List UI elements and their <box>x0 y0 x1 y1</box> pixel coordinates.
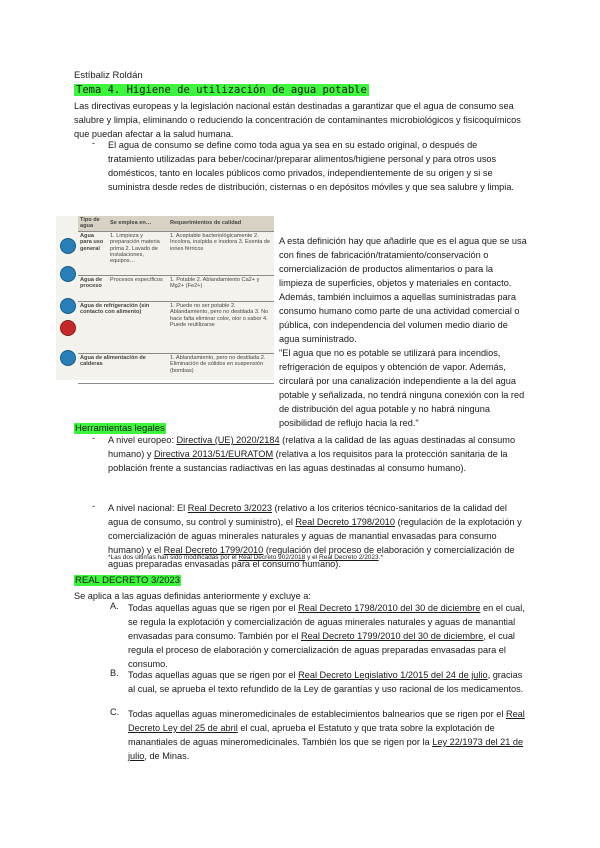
directive-link[interactable]: Directiva (UE) 2020/2184 <box>176 435 280 445</box>
table-cell: Agua de refrigeración (sin contacto con alimento) <box>78 301 168 353</box>
no-drinking-icon <box>60 320 76 336</box>
bullet-dash: - <box>92 501 96 511</box>
table-cell: Agua de alimentación de calderas <box>78 353 168 383</box>
section-heading: REAL DECRETO 3/2023 <box>75 575 181 586</box>
table-cell: 1. Potable 2. Ablandamiento Ca2+ y Mg2+ (Fe2+) <box>168 275 274 301</box>
exclusions-intro: Se aplica a las aguas definidas anteriormente y excluye a: <box>74 591 311 601</box>
intro-paragraph: Las directivas europeas y la legislación nacional están destinadas a garantizar que el agua de consumo sea salubre y limpia, eliminando o reduciendo la concentración de contaminantes microbiológicos y fisicoquímicos que puedan afectar a la salud humana. <box>74 101 521 139</box>
page-title: Tema 4. Higiene de utilización de agua potable <box>76 84 367 96</box>
exclusion-item: Todas aquellas aguas que se rigen por el Real Decreto Legislativo 1/2015 del 24 de julio, gracias al cual, se aprueba el texto refundido de la Ley de garantías y uso racional de los medicamentos. <box>128 670 524 694</box>
directive-link[interactable]: Directiva 2013/51/EURATOM <box>153 449 274 459</box>
decree-link[interactable]: Real Decreto Ley del 25 de abril <box>128 709 525 733</box>
table-header-cell: Se emplea en… <box>108 216 168 231</box>
european-bullet: A nivel europeo: Directiva (UE) 2020/2184 (relativa a la calidad de las aguas destinadas al consumo humano) y Directiva 2013/51/EURATOM (relativa a los requisitos para la protección sanitaria de la población frente a sustancias radiactivas en las aguas destinadas al consumo humano). <box>108 435 516 473</box>
decree-link[interactable]: Real Decreto 1798/2010 del 30 de diciembre <box>298 603 481 613</box>
bullet-dash: - <box>92 433 96 443</box>
table-header-cell: Tipo de agua <box>78 216 108 231</box>
decree-link[interactable]: Real Decreto 3/2023 <box>187 503 272 513</box>
list-letter: B. <box>110 668 119 678</box>
definition-bullet: El agua de consumo se define como toda agua ya sea en su estado original, o después de tratamiento utilizadas para beber/cocinar/preparar alimentos/higiene personal y para otros usos domésticos, tanto en locales públicos como privados, independientemente de su origen y si se suministra desde redes de distribución, cisternas o en depósitos móviles y que sea salubre y limpia. <box>108 140 514 192</box>
list-letter: A. <box>110 601 119 611</box>
table-cell: Procesos específicos <box>108 275 168 301</box>
water-tap-icon <box>60 266 76 282</box>
decree-link[interactable]: Real Decreto 2/2023 <box>319 554 379 561</box>
decree-link[interactable]: Real Decreto 1799/2010 <box>163 545 264 555</box>
water-tap-icon <box>60 298 76 314</box>
right-paragraph: A esta definición hay que añadirle que es el agua que se usa con fines de fabricación/tratamiento/conservación o comercialización de productos alimentarios o para la limpieza de superficies, objetos y materiales en contacto. <box>279 236 527 288</box>
table-cell: 1. Ablandamiento, pero no destilada 2. Eliminación de sólidos en suspensión (bombas) <box>168 353 274 383</box>
water-types-table <box>56 216 274 380</box>
right-paragraph: "El agua que no es potable se utilizará para incendios, refrigeración de equipos y obtención de vapor. Además, circulará por una canalización independiente a la del agua potable y señalizada, no tendrá ninguna conexión con la red de distribución del agua potable y no habrá ninguna posibilidad de reflujo hacia la red." <box>279 348 525 428</box>
table-cell: Agua para uso general <box>78 231 108 275</box>
table-cell: 1. Puede no ser potable 2. Ablandamiento, pero no destilada 3. No hace falta eliminar color, olor o sabor 4. Puede reutilizarse <box>168 301 274 353</box>
table-header-cell: Requerimientos de calidad <box>168 216 274 231</box>
footnote: *Las dos últimas han sido modificadas por el Real Decreto 902/2018 y el Real Decreto 2/2023.* <box>108 554 383 561</box>
author-name: Estíbaliz Roldán <box>74 70 143 81</box>
decree-link[interactable]: Real Decreto 1798/2010 <box>295 517 396 527</box>
national-bullet: A nivel nacional: El Real Decreto 3/2023 (relativo a los criterios técnico-sanitarios de la calidad del agua de consumo, su control y suministro), el Real Decreto 1798/2010 (regulación de la explotación y comercialización de aguas minerales naturales y aguas de manantial envasadas para consumo humano) y el Real Decreto 1799/2010 (regulación del proceso de elaboración y comercialización de aguas preparadas envasadas para el consumo humano). <box>108 503 522 569</box>
right-column-text <box>279 234 529 430</box>
decree-link[interactable]: Ley 22/1973 del 21 de julio <box>128 737 524 761</box>
bullet-dash: - <box>92 138 96 148</box>
table-cell: Agua de proceso <box>78 275 108 301</box>
list-letter: C. <box>110 707 120 717</box>
right-paragraph: Además, también incluimos a aquellas suministradas para consumo humano como parte de una actividad comercial o pública, con independencia del volumen medio diario de agua suministrado. <box>279 292 520 344</box>
decree-link[interactable]: Real Decreto Legislativo 1/2015 del 24 de julio <box>298 670 488 680</box>
decree-link[interactable]: Real Decreto 1799/2010 del 30 de diciembre <box>300 631 484 641</box>
table-cell: 1. Aceptable bacteriológicamente 2. Incolora, insípida e inodora 3. Exenta de iones férricos <box>168 231 274 275</box>
decree-link[interactable]: Real Decreto 902/2018 <box>238 554 306 561</box>
exclusion-item: Todas aquellas aguas que se rigen por el Real Decreto 1798/2010 del 30 de diciembre en el cual, se regula la explotación y comercialización de aguas minerales naturales y aguas de manantial envasadas para consumo. También por el Real Decreto 1799/2010 del 30 de diciembre, el cual regula el proceso de elaboración y comercialización de aguas preparadas envasadas para el consumo. <box>128 603 525 669</box>
table-cell: 1. Limpieza y preparación materia prima 2. Lavado de instalaciones, equipos… <box>108 231 168 275</box>
water-tap-icon <box>60 238 76 254</box>
section-heading: Herramientas legales <box>75 423 165 434</box>
exclusion-item: Todas aquellas aguas mineromedicinales de establecimientos balnearios que se rigen por el Real Decreto Ley del 25 de abril el cual, aprueba el Estatuto y que trata sobre la explotación de manantiales de aguas mineromedicinales. También los que se rigen por la Ley 22/1973 del 21 de julio, de Minas. <box>128 709 525 761</box>
water-tap-icon <box>60 350 76 366</box>
